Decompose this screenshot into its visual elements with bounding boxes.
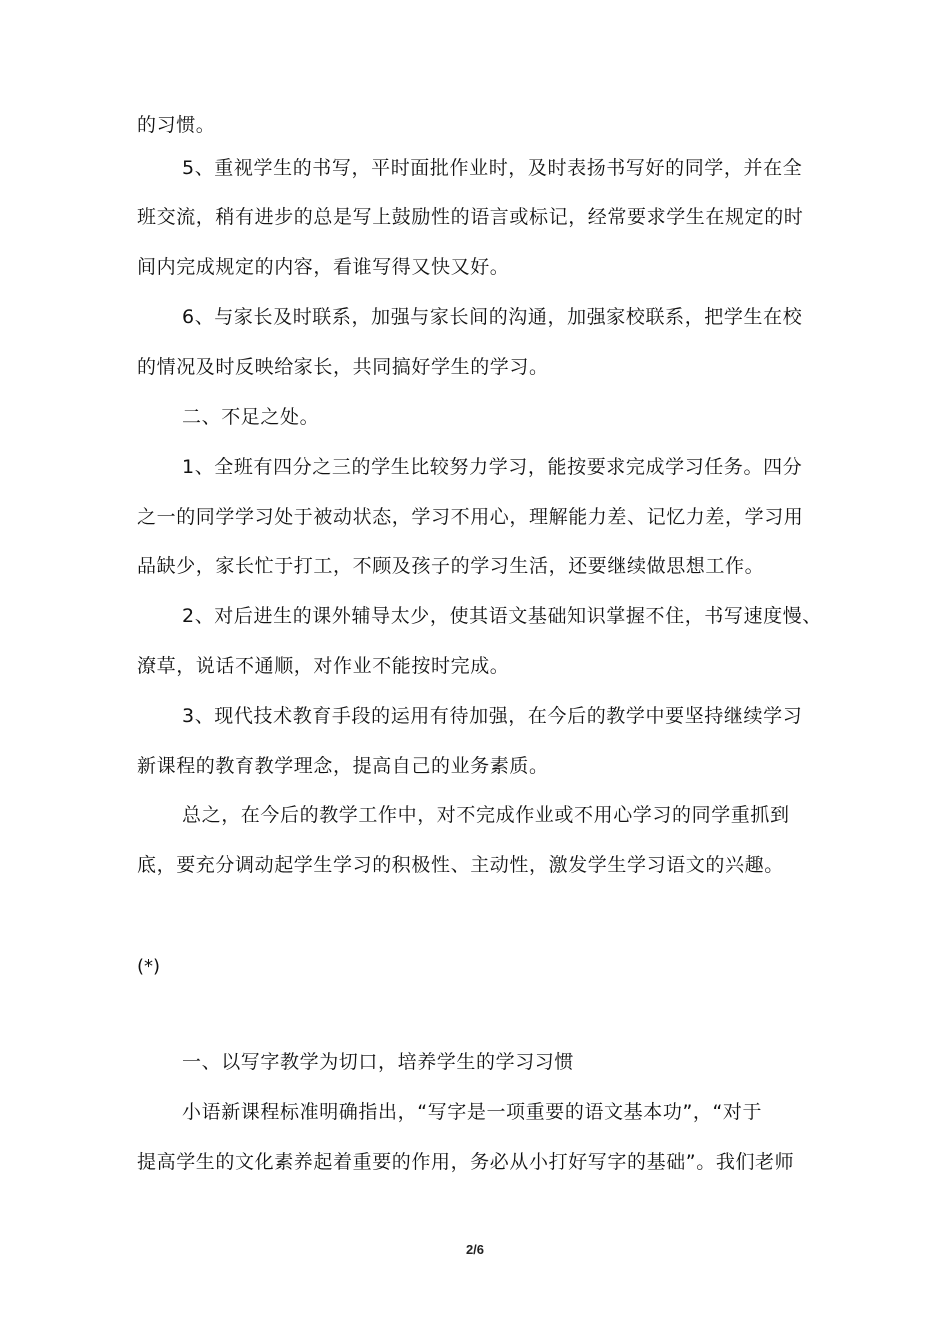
text-line: 总之，在今后的教学工作中，对不完成作业或不用心学习的同学重抓到 xyxy=(182,804,790,826)
section-marker: (*) xyxy=(137,956,161,977)
text-line: 新课程的教育教学理念，提高自己的业务素质。 xyxy=(137,755,549,777)
text-line: 之一的同学学习处于被动状态，学习不用心，理解能力差、记忆力差，学习用 xyxy=(137,506,804,528)
text-line: 6、与家长及时联系，加强与家长间的沟通，加强家校联系，把学生在校 xyxy=(182,306,803,328)
text-line: 品缺少，家长忙于打工，不顾及孩子的学习生活，还要继续做思想工作。 xyxy=(137,555,765,577)
text-line: 的情况及时反映给家长，共同搞好学生的学习。 xyxy=(137,356,549,378)
text-line: 2、对后进生的课外辅导太少，使其语文基础知识掌握不住，书写速度慢、 xyxy=(182,605,822,627)
text-line: 3、现代技术教育手段的运用有待加强，在今后的教学中要坚持继续学习 xyxy=(182,705,803,727)
section-heading: 二、不足之处。 xyxy=(182,406,320,428)
text-line: 提高学生的文化素养起着重要的作用，务必从小打好写字的基础”。我们老师 xyxy=(137,1151,795,1173)
text-line: 1、全班有四分之三的学生比较努力学习，能按要求完成学习任务。四分 xyxy=(182,456,803,478)
text-line: 潦草，说话不通顺，对作业不能按时完成。 xyxy=(137,655,510,677)
text-line: 间内完成规定的内容，看谁写得又快又好。 xyxy=(137,256,510,278)
text-line: 的习惯。 xyxy=(137,114,216,136)
text-line: 小语新课程标准明确指出，“写字是一项重要的语文基本功”，“对于 xyxy=(182,1101,763,1123)
page-number: 2/6 xyxy=(465,1242,485,1257)
text-line: 底，要充分调动起学生学习的积极性、主动性，激发学生学习语文的兴趣。 xyxy=(137,854,784,876)
section-heading: 一、以写字教学为切口，培养学生的学习习惯 xyxy=(182,1051,575,1073)
text-line: 班交流，稍有进步的总是写上鼓励性的语言或标记，经常要求学生在规定的时 xyxy=(137,206,804,228)
text-line: 5、重视学生的书写，平时面批作业时，及时表扬书写好的同学，并在全 xyxy=(182,157,803,179)
